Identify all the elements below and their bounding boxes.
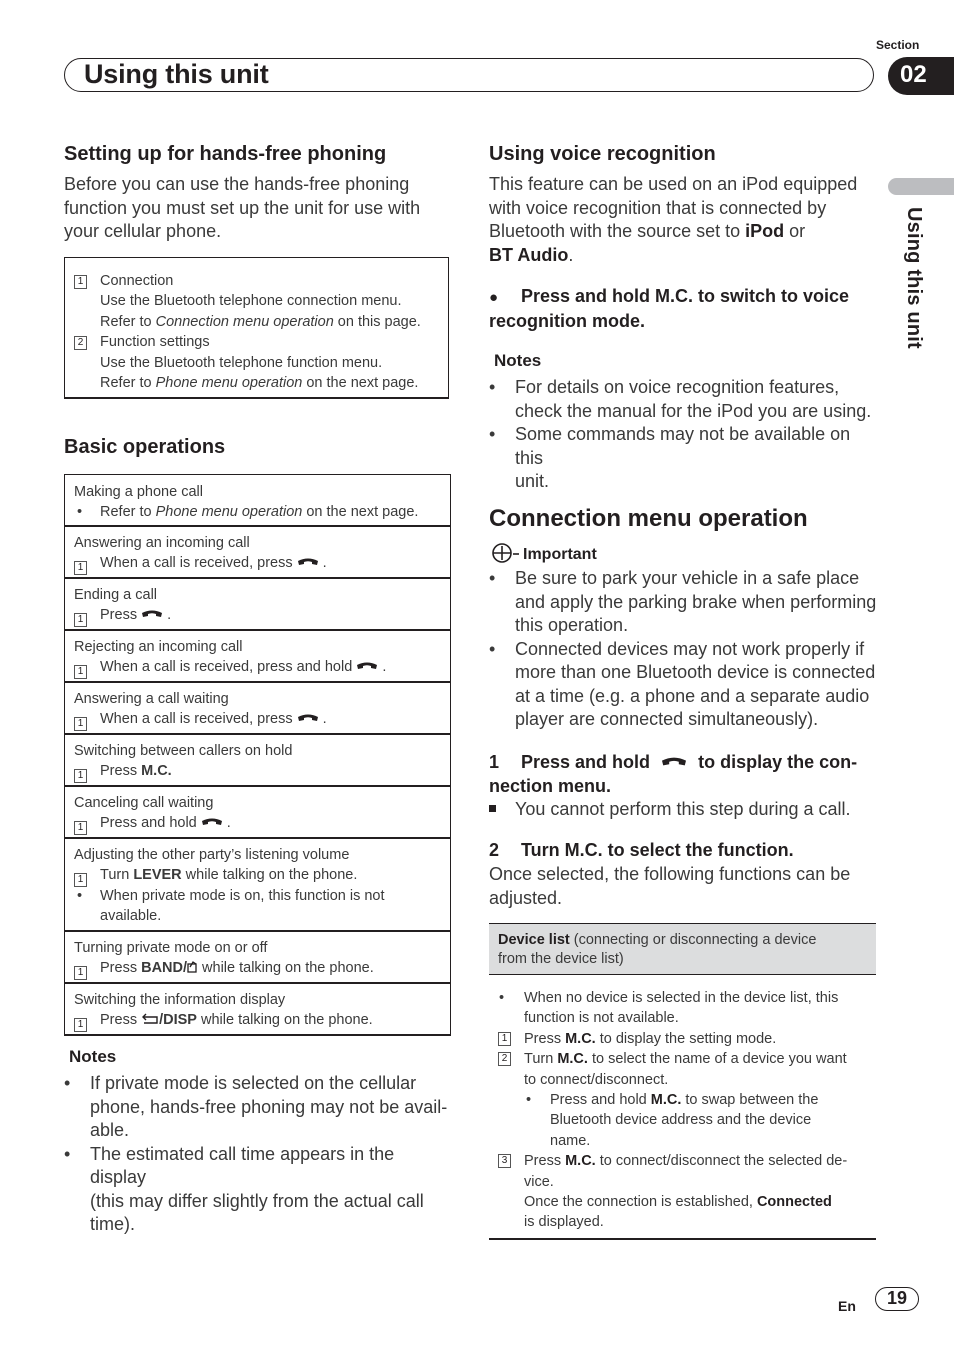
divider (489, 1238, 876, 1240)
setup-box: 1 Connection Use the Bluetooth telephone connection menu. Refer to Connection menu operation on this page. 2 Function settings Use the Bluetooth telephone function menu. Refer to Phone menu operation on the next page. (64, 257, 449, 399)
notes-list (64, 1072, 454, 1237)
phone-handset-icon (297, 558, 319, 568)
list-item: • The estimated call time appears in the display (this may differ slightly from the actual call time). (64, 1143, 454, 1237)
device-list-items: • When no device is selected in the device list, this function is not available. 1 Press M.C. to display the setting mode. 2 Turn M.C. to select the name of a device you want to connect/disconnect. • Press and hold M.C. to swap between the Bluetooth device address and the device name. 3 Press M.C. to connect/disconnect the selected de- vice. Once the connection is established, Connected is displayed. (499, 990, 848, 1231)
page-title: Using this unit (84, 59, 269, 89)
basic-ops-heading: Basic operations (64, 436, 226, 458)
table-row: Answering a call waiting 1 When a call is received, press . (64, 683, 451, 735)
phone-handset-icon (201, 818, 223, 828)
table-row: Rejecting an incoming call 1 When a call is received, press and hold . (64, 631, 451, 683)
important-label: Important (489, 542, 597, 564)
list-item: • If private mode is selected on the cellular phone, hands-free phoning may not be avail- able. (64, 1072, 454, 1143)
page-number: 19 (875, 1287, 919, 1311)
table-row: Adjusting the other party’s listening volume 1 Turn LEVER while talking on the phone. • When private mode is on, this function is not available. (64, 839, 451, 932)
list-item: • Some commands may not be available on this unit. (489, 423, 879, 494)
phone-handset-icon (356, 662, 378, 672)
table-row: Making a phone call • Refer to Phone menu operation on the next page. (64, 474, 451, 527)
side-tab-marker (888, 178, 954, 195)
square-bullet-icon (489, 805, 496, 812)
voice-heading: Using voice recognition (489, 143, 716, 165)
list-item: • Connected devices may not work properly if more than one Bluetooth device is connected at a time (e.g. a phone and a separate audio player are connected simultaneously). (489, 638, 879, 732)
phone-handset-icon (141, 610, 163, 620)
step-1-note: You cannot perform this step during a call. (489, 798, 851, 822)
table-row: Turning private mode on or off 1 Press BAND/ while talking on the phone. (64, 932, 451, 984)
caution-icon (489, 542, 523, 564)
section-label: Section (876, 38, 920, 52)
phone-handset-icon (297, 714, 319, 724)
table-row: Answering an incoming call 1 When a call is received, press . (64, 527, 451, 579)
voice-notes-heading: Notes (494, 351, 542, 370)
voice-notes-list (489, 376, 879, 494)
phone-handset-icon (659, 757, 689, 769)
connection-heading: Connection menu operation (489, 505, 808, 532)
step-2-body: Once selected, the following functions can be adjusted. (489, 864, 851, 908)
list-item: • Be sure to park your vehicle in a safe place and apply the parking brake when performing this operation. (489, 567, 879, 638)
phone-menu-link[interactable]: Phone menu operation (155, 374, 303, 391)
step-1: 1 Press and hold to display the con- nection menu. (489, 752, 858, 796)
voice-step: ● Press and hold M.C. to switch to voice recognition mode. (489, 286, 850, 331)
back-icon (141, 1013, 159, 1025)
setup-intro: Before you can use the hands-free phoning function you must set up the unit for use with your cellular phone. (64, 174, 421, 241)
voice-intro: This feature can be used on an iPod equipped with voice recognition that is connected by Bluetooth with the source set to iPod or BT Audio. (489, 174, 858, 265)
step-2: 2 Turn M.C. to select the function. (489, 840, 794, 860)
phone-mode-icon (187, 960, 198, 973)
table-row: Switching the information display 1 Press /DISP while talking on the phone. (64, 984, 451, 1036)
table-row: Ending a call 1 Press . (64, 579, 451, 631)
notes-heading: Notes (69, 1047, 117, 1066)
list-item: • For details on voice recognition features, check the manual for the iPod you are using. (489, 376, 879, 423)
setup-heading: Setting up for hands-free phoning (64, 143, 387, 165)
section-number-badge: 02 (888, 57, 954, 95)
table-row: Switching between callers on hold 1 Press M.C. (64, 735, 451, 787)
table-row: Canceling call waiting 1 Press and hold . (64, 787, 451, 839)
device-list-header: Device list (connecting or disconnecting a device from the device list) (489, 923, 876, 975)
important-list (489, 567, 879, 732)
side-tab-label: Using this unit (903, 207, 925, 349)
language-label: En (838, 1298, 856, 1314)
connection-menu-link[interactable]: Connection menu operation (155, 313, 334, 330)
basic-ops-table (64, 474, 451, 1036)
